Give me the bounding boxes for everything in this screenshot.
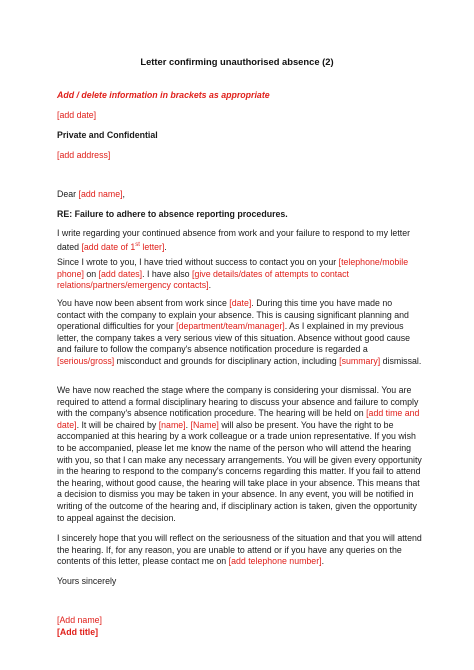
paragraph-1 xyxy=(57,228,422,253)
salutation-name-placeholder: [add name] xyxy=(78,189,123,199)
absence-date-placeholder: [date] xyxy=(229,298,252,308)
paragraph-5-text: I sincerely hope that you will reflect on the seriousness of the situation and that you will attend the hearing. If, for any reason, you are unable to attend or if you have any queries on the contents of this letter, please contact me on xyxy=(57,533,422,567)
chair-name-placeholder: [name] xyxy=(158,419,186,430)
salutation-prefix: Dear xyxy=(57,189,79,199)
address-placeholder: [add address] xyxy=(57,150,111,160)
paragraph-2-end: . xyxy=(208,280,212,291)
attendee-name-placeholder: [Name] xyxy=(190,419,219,430)
placeholder-text: letter] xyxy=(139,241,165,252)
paragraph-3-end: dismissal. xyxy=(380,355,422,366)
paragraph-3-text: You have now been absent from work since xyxy=(57,298,230,308)
paragraph-5 xyxy=(57,533,422,568)
signatory-title-placeholder: [Add title] xyxy=(57,627,99,637)
paragraph-3 xyxy=(57,298,422,368)
paragraph-3-text: misconduct and grounds for disciplinary action, including xyxy=(114,355,340,366)
telephone-placeholder: [add telephone number] xyxy=(228,556,322,567)
paragraph-4-text: We have now reached the stage where the company is considering your dismissal. You are required to attend a formal disciplinary hearing to discuss your absence and failure to comply with the company's absence notification procedure. The hearing will be held on xyxy=(57,385,419,419)
phone-placeholder: [telephone/mobile phone] xyxy=(57,257,409,279)
paragraph-4-text: will also be present. You have the right to be accompanied at this hearing by a work colleague or a trade union representative. If you wish to be accompanied, please let me know the name of the person who will attend the hearing with you, so that I can make any necessary arrangements. You will be given every opportunity in the hearing to respond to the company's concerns regarding this matter. If you fail to attend the hearing, without good cause, the hearing will take place in your absence. This means that a decision to dismiss you may be taken in your absence. In any event, you will be notified in writing of the outcome of the hearing and, if disciplinary action is taken, given the opportunity to appeal against the decision. xyxy=(57,419,422,523)
subject-line: RE: Failure to adhere to absence reporting procedures. xyxy=(57,209,288,219)
contact-attempts-placeholder: [give details/dates of attempts to contact relations/partners/emergency contacts] xyxy=(57,268,349,291)
first-letter-date-placeholder xyxy=(81,241,167,252)
paragraph-4 xyxy=(57,385,422,524)
paragraph-2-text: Since I wrote to you, I have tried without success to contact you on your xyxy=(57,257,339,267)
confidential-label: Private and Confidential xyxy=(57,130,158,140)
paragraph-4-text: . xyxy=(185,419,191,430)
salutation xyxy=(57,189,125,201)
paragraph-5-end: . xyxy=(321,556,325,567)
document-title: Letter confirming unauthorised absence (2) xyxy=(140,56,334,67)
instruction-note: Add / delete information in brackets as appropriate xyxy=(57,90,270,100)
paragraph-4-text: . It will be chaired by xyxy=(76,419,159,430)
dates-placeholder: [add dates] xyxy=(98,268,143,279)
dismissal-type-placeholder: [summary] xyxy=(339,355,381,366)
paragraph-1-text: I write regarding your continued absence from work and your failure to respond to my letter dated xyxy=(57,228,411,252)
salutation-suffix: , xyxy=(122,189,125,199)
department-placeholder: [department/team/manager] xyxy=(176,321,285,332)
paragraph-3-text: . As I explained in my previous letter, the company takes a very serious view of this situation. Absence without good cause and failure to follow the company's absence notification procedure is regarded a xyxy=(57,321,411,355)
signatory-name-placeholder: [Add name] xyxy=(57,615,102,625)
hearing-time-placeholder: [add time and date] xyxy=(57,408,420,430)
misconduct-level-placeholder: [serious/gross] xyxy=(57,355,115,366)
ordinal-suffix: st xyxy=(135,241,140,248)
paragraph-2 xyxy=(57,257,422,292)
paragraph-3-text: . During this time you have made no contact with the company to explain your absence. This is causing significant planning and operational difficulties for your xyxy=(57,298,409,332)
closing: Yours sincerely xyxy=(57,576,117,586)
paragraph-1-end: . xyxy=(164,241,167,252)
date-placeholder: [add date] xyxy=(57,110,97,120)
paragraph-2-text: on xyxy=(83,268,99,279)
placeholder-text: [add date of 1 xyxy=(81,241,136,252)
paragraph-2-text: . I have also xyxy=(142,268,193,279)
